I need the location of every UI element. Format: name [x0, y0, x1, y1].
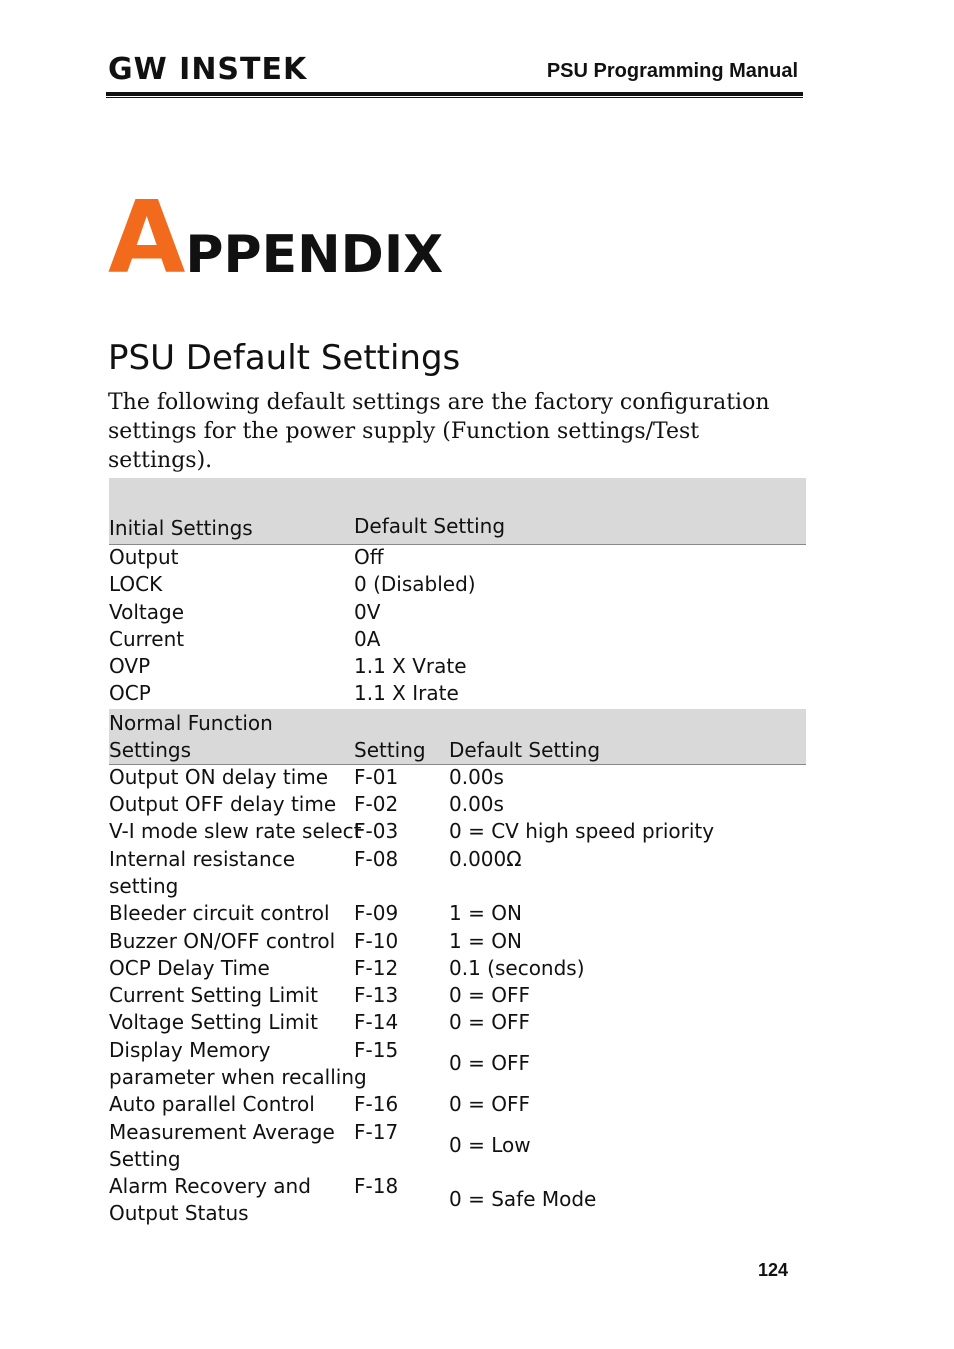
function-code: F-08	[354, 846, 399, 871]
table-row	[109, 1010, 806, 1037]
section-title: PSU Default Settings	[108, 338, 461, 378]
table-row	[109, 572, 806, 599]
function-default: 0 = OFF	[449, 1050, 530, 1075]
setting-default: 1.1 X Vrate	[354, 654, 467, 679]
table-row	[109, 983, 806, 1010]
function-code: F-14	[354, 1010, 399, 1035]
table-row	[109, 681, 806, 708]
settings-table	[109, 478, 806, 1229]
setting-default: 0V	[354, 599, 381, 624]
function-code: F-03	[354, 819, 399, 844]
function-default: 0 = OFF	[449, 1010, 530, 1035]
intro-paragraph: The following default settings are the factory configuration settings for the power supply (Function settings/Test settings).	[108, 390, 770, 473]
function-name-cont: Output Status	[109, 1201, 249, 1226]
chapter-rest: PPENDIX	[185, 225, 444, 285]
initial-settings-header	[109, 478, 806, 545]
brand-logo: GW INSTEK	[108, 52, 308, 87]
table-row	[109, 1120, 806, 1175]
function-name: Output ON delay time	[109, 764, 329, 789]
function-default: 0 = Low	[449, 1132, 531, 1157]
function-default: 0 = OFF	[449, 1092, 530, 1117]
function-name: Buzzer ON/OFF control	[109, 928, 336, 953]
setting-default: Off	[354, 545, 384, 569]
table-row	[109, 819, 806, 846]
function-name: Current Setting Limit	[109, 983, 319, 1008]
table-row	[109, 765, 806, 792]
setting-name: LOCK	[109, 572, 163, 597]
chapter-initial: A	[108, 179, 186, 296]
function-name: Measurement Average	[109, 1119, 335, 1144]
function-code: F-15	[354, 1037, 399, 1062]
page-number: 124	[758, 1260, 789, 1280]
header-normal-function: Normal Function	[109, 710, 273, 735]
header-rule	[106, 92, 803, 96]
table-row	[109, 956, 806, 983]
function-name: Voltage Setting Limit	[109, 1010, 318, 1035]
function-code: F-17	[354, 1119, 399, 1144]
function-name: Output OFF delay time	[109, 792, 337, 817]
table-row	[109, 1174, 806, 1229]
setting-name: OCP	[109, 681, 151, 706]
manual-title: PSU Programming Manual	[546, 60, 798, 82]
table-row	[109, 792, 806, 819]
header-initial-settings: Initial Settings	[109, 516, 253, 540]
setting-default: 0 (Disabled)	[354, 572, 476, 597]
function-code: F-12	[354, 955, 399, 980]
setting-name: Voltage	[109, 599, 185, 624]
function-default: 0 = OFF	[449, 983, 530, 1008]
table-row	[109, 1092, 806, 1119]
setting-name: Current	[109, 626, 185, 651]
function-name-cont: setting	[109, 873, 179, 898]
setting-default: 1.1 X Irate	[354, 681, 459, 706]
function-name: Bleeder circuit control	[109, 901, 330, 926]
function-code: F-09	[354, 901, 399, 926]
setting-name: Output	[109, 545, 179, 569]
header-default-setting: Default Setting	[354, 514, 506, 538]
function-code: F-16	[354, 1092, 399, 1117]
function-settings-rows	[109, 765, 806, 1229]
function-default: 0 = Safe Mode	[449, 1187, 597, 1212]
function-default: 0.00s	[449, 792, 504, 817]
header-rule-thin	[106, 97, 803, 98]
function-default: 0 = CV high speed priority	[449, 819, 715, 844]
function-default: 1 = ON	[449, 928, 522, 953]
function-name-cont: parameter when recalling	[109, 1064, 367, 1089]
table-row	[109, 1038, 806, 1093]
initial-settings-rows	[109, 545, 806, 709]
function-code: F-02	[354, 792, 399, 817]
setting-name: OVP	[109, 654, 151, 679]
header-function-default: Default Setting	[449, 737, 601, 762]
table-row	[109, 654, 806, 681]
table-row	[109, 847, 806, 902]
function-default: 0.00s	[449, 764, 504, 789]
function-code: F-10	[354, 928, 399, 953]
function-default: 0.1 (seconds)	[449, 955, 585, 980]
function-name: Auto parallel Control	[109, 1092, 315, 1117]
function-code: F-13	[354, 983, 399, 1008]
function-name: Alarm Recovery and	[109, 1174, 311, 1199]
chapter-title	[108, 179, 444, 296]
function-name: Display Memory	[109, 1037, 271, 1062]
function-name-cont: Setting	[109, 1146, 181, 1171]
function-name: Internal resistance	[109, 846, 295, 871]
function-default: 1 = ON	[449, 901, 522, 926]
header-setting-code: Setting	[354, 737, 426, 762]
function-name: V-I mode slew rate select	[109, 819, 362, 844]
function-default: 0.000Ω	[449, 846, 522, 871]
function-code: F-01	[354, 764, 399, 789]
table-row	[109, 901, 806, 928]
function-settings-header	[109, 709, 806, 765]
table-row	[109, 929, 806, 956]
table-row	[109, 600, 806, 627]
header-settings: Settings	[109, 737, 192, 762]
table-row	[109, 545, 806, 572]
table-row	[109, 627, 806, 654]
function-name: OCP Delay Time	[109, 955, 270, 980]
function-code: F-18	[354, 1174, 399, 1199]
setting-default: 0A	[354, 626, 381, 651]
